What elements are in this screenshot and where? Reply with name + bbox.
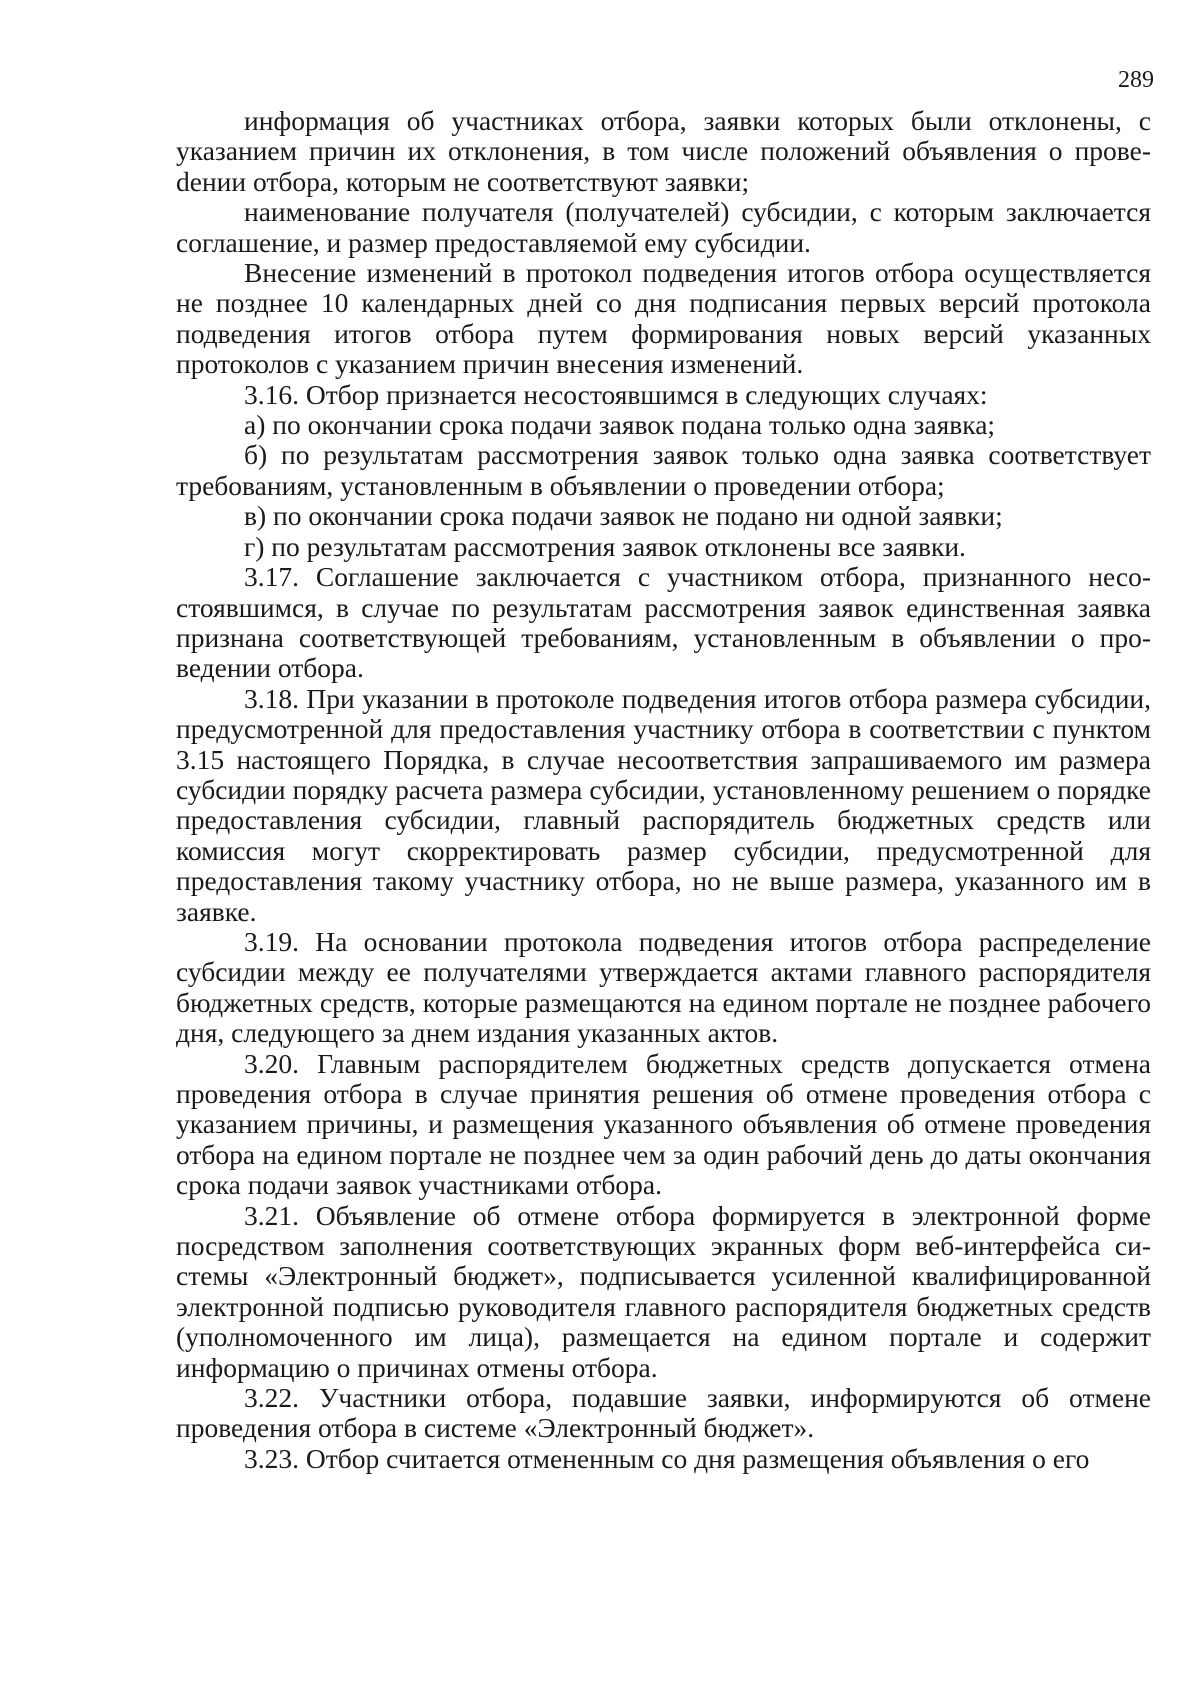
paragraph-3-22: 3.22. Участники отбора, подавшие заявки, информируются об отмене проведения отбора в системе «Электронный бюджет».: [176, 1382, 1151, 1444]
paragraph-3-16: 3.16. Отбор признается несостоявшимся в следующих случаях:: [244, 378, 988, 410]
paragraph-3-23: 3.23. Отбор считается отмененным со дня размещения объявления о его: [244, 1442, 1090, 1474]
paragraph-recipient-name: наименование получателя (получателей) субсидии, с которым заключается соглашение, и размер предоставляемой ему субсидии.: [176, 196, 1151, 258]
paragraph-3-21: 3.21. Объявление об отмене отбора формируется в электронной форме посредством заполнения соответствующих экранных форм веб-интерфейса системы «Электронный бюджет», подписывается усиленной квалифицированной электронной подписью руководителя главного распорядителя бюджетных средств (уполномоченного им лица), размещается на едином портале и содержит информацию о причинах отмены отбора.: [176, 1199, 1151, 1383]
paragraph-3-17: 3.17. Соглашение заключается с участником отбора, признанного несостоявшимся, в случае по результатам рассмотрения заявок единственная заявка признана соответствующей требованиям, установленным в объявлении о проведении отбора.: [176, 561, 1151, 684]
paragraph-3-18: 3.18. При указании в протоколе подведения итогов отбора размера субсидии, предусмотренной для предоставления участнику отбора в соответствии с пунктом 3.15 настоящего Порядка, в случае несоответствия запрашиваемого им размера субсидии порядку расчета размера субсидии, установленному решением о порядке предоставления субсидии, главный распорядитель бюджетных средств или комиссия могут скорректировать размер субсидии, предусмотренной для предоставления такому участнику отбора, но не выше размера, указанного им в заявке.: [176, 682, 1151, 927]
document-body: [176, 106, 1151, 1474]
paragraph-3-16-g: г) по результатам рассмотрения заявок отклонены все заявки.: [244, 530, 966, 562]
paragraph-3-19: 3.19. На основании протокола подведения итогов отбора распределение субсидии между ее получателями утверждается актами главного распорядителя бюджетных средств, которые размещаются на едином портале не позднее рабочего дня, следующего за днем издания указанных актов.: [176, 925, 1151, 1049]
page-number: 289: [1118, 67, 1154, 93]
paragraph-rejected-applicants-info: информация об участниках отбора, заявки которых были отклонены, с указанием причин их отклонения, в том числе положений объявления о провеdении отбора, которым не соответствуют заявки;: [176, 105, 1151, 197]
paragraph-3-16-v: в) по окончании срока подачи заявок не подано ни одной заявки;: [244, 500, 1003, 532]
paragraph-3-20: 3.20. Главным распорядителем бюджетных средств допускается отмена проведения отбора в случае принятия решения об отмене проведения отбора с указанием причины, и размещения указанного объявления об отмене проведения отбора на едином портале не позднее чем за один рабочий день до даты окончания срока подачи заявок участниками отбора.: [176, 1047, 1151, 1201]
paragraph-3-16-a: а) по окончании срока подачи заявок подана только одна заявка;: [244, 409, 996, 441]
paragraph-protocol-changes: Внесение изменений в протокол подведения итогов отбора осуществляется не позднее 10 календарных дней со дня подписания первых версий протокола подведения итогов отбора путем формирования новых версий указанных протоколов с указанием причин внесения изменений.: [176, 257, 1151, 380]
paragraph-3-16-b: б) по результатам рассмотрения заявок только одна заявка соответствует требованиям, установленным в объявлении о проведении отбора;: [176, 439, 1151, 501]
